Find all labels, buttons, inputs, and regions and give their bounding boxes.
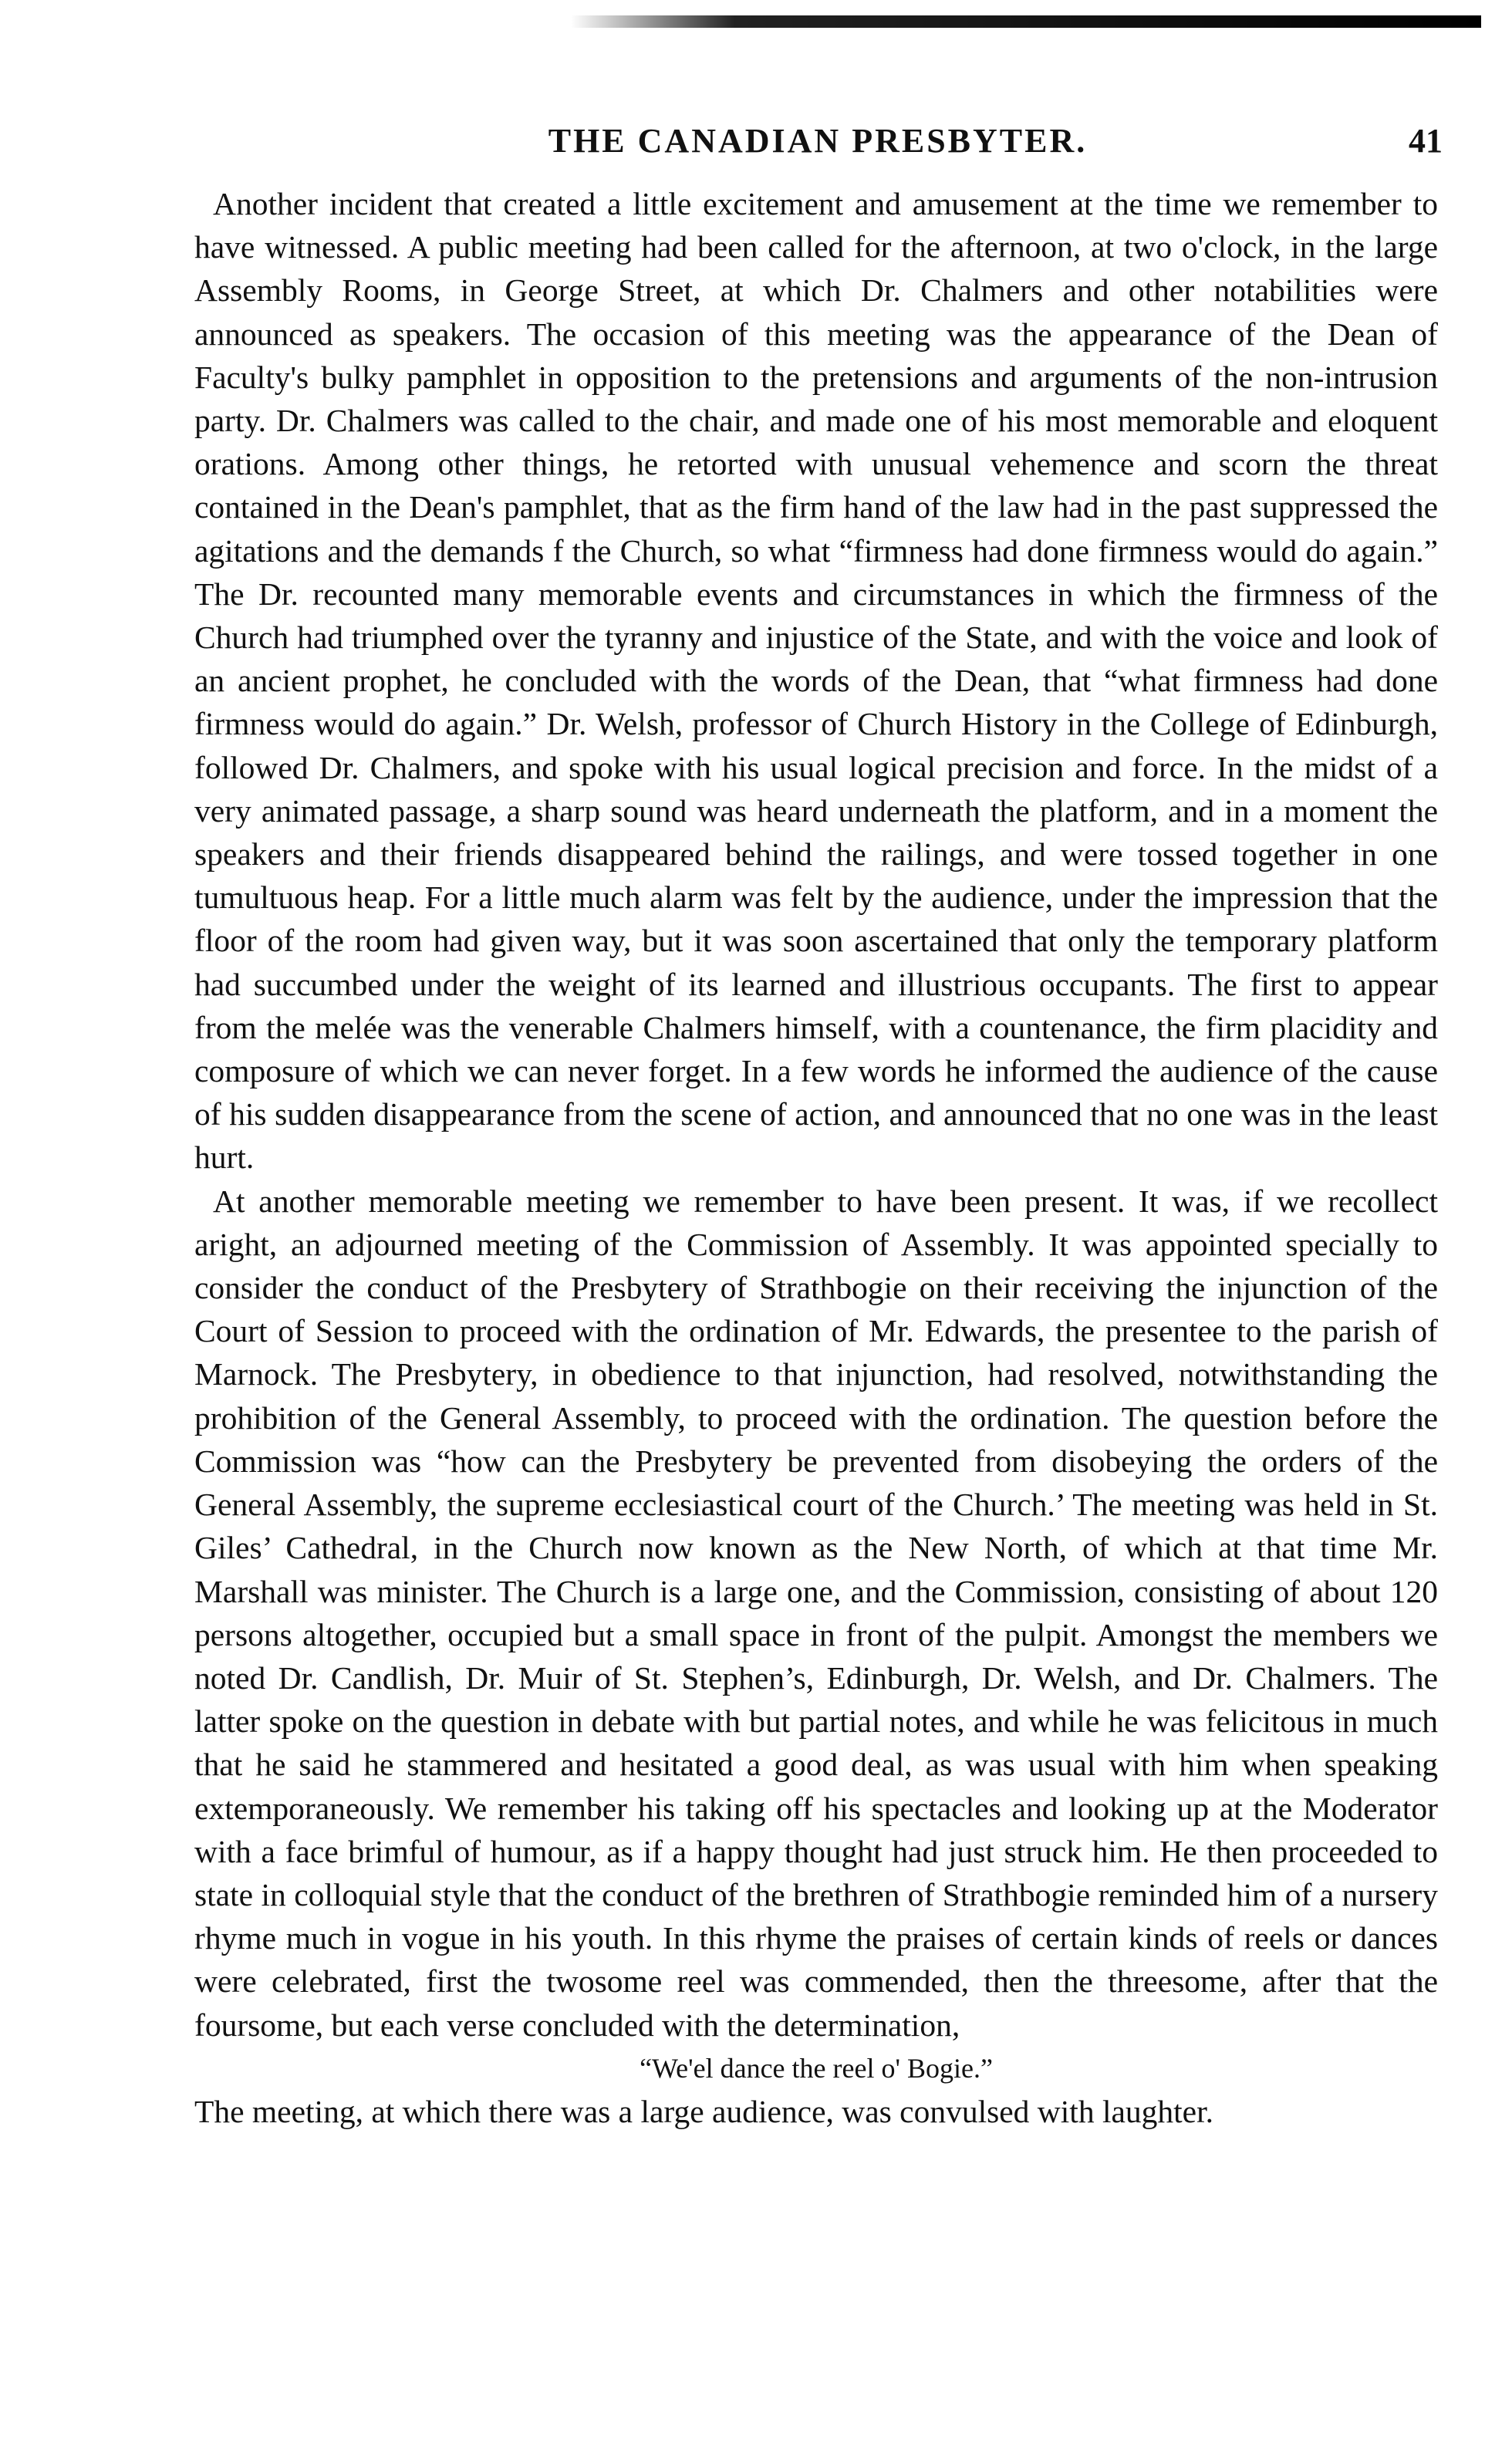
closing-paragraph: The meeting, at which there was a large audience, was convulsed with laughter. [194, 2093, 1214, 2129]
paragraph: At another memorable meeting we remember to have been present. It was, if we recollect aright, an adjourned meeting of the Commission of Assembly. It was appointed specially to consider the conduct of the Presbytery of Strathbogie on their receiving the injunction of the Court of Session to proceed with the ordination of Mr. Edwards, the presentee to the parish of Marnock. The Presbytery, in obedience to that injunction, had resolved, notwithstanding the prohibition of the General Assembly, to proceed with the ordination. The question before the Commission was “how can the Presbytery be prevented from disobeying the orders of the General Assembly, the supreme ecclesiastical court of the Church.’ The meeting was held in St. Giles’ Cathedral, in the Church now known as the New North, of which at that time Mr. Marshall was minister. The Church is a large one, and the Commission, consisting of about 120 persons altogether, occupied but a small space in front of the pulpit. Amongst the members we noted Dr. Candlish, Dr. Muir of St. Stephen’s, Edinburgh, Dr. Welsh, and Dr. Chalmers. The latter spoke on the question in debate with but partial notes, and while he was felicitous in much that he said he stammered and hesitated a good deal, as was usual with him when speaking extemporaneously. We remember his taking off his spectacles and looking up at the Moderator with a face brimful of humour, as if a happy thought had just struck him. He then proceeded to state in colloquial style that the conduct of the brethren of Strathbogie reminded him of a nursery rhyme much in vogue in his youth. In this rhyme the praises of certain kinds of reels or dances were celebrated, first the twosome reel was commended, then the threesome, after that the foursome, but each verse concluded with the determination, [194, 1183, 1438, 2043]
body-text [194, 182, 1438, 2133]
top-rule [571, 15, 1481, 28]
running-head [193, 117, 1443, 164]
running-title: THE CANADIAN PRESBYTER. [548, 121, 1088, 160]
page-number: 41 [1409, 121, 1443, 160]
verse-quote: “We'el dance the reel o' Bogie.” [640, 2052, 993, 2084]
paragraph: Another incident that created a little excitement and amusement at the time we remember to have witnessed. A public meeting had been called for the afternoon, at two o'clock, in the large Assembly Rooms, in George Street, at which Dr. Chalmers and other notabilities were announced as speakers. The occasion of this meeting was the appearance of the Dean of Faculty's bulky pamphlet in opposition to the pretensions and arguments of the non-intrusion party. Dr. Chalmers was called to the chair, and made one of his most memorable and eloquent orations. Among other things, he retorted with unusual vehemence and scorn the threat contained in the Dean's pamphlet, that as the firm hand of the law had in the past suppressed the agitations and the demands f the Church, so what “firmness had done firmness would do again.” The Dr. recounted many memorable events and circumstances in which the firmness of the Church had triumphed over the tyranny and injustice of the State, and with the voice and look of an ancient prophet, he concluded with the words of the Dean, that “what firmness had done firmness would do again.” Dr. Welsh, professor of Church History in the College of Edinburgh, followed Dr. Chalmers, and spoke with his usual logical precision and force. In the midst of a very animated passage, a sharp sound was heard underneath the platform, and in a moment the speakers and their friends disappeared behind the railings, and were tossed together in one tumultuous heap. For a little much alarm was felt by the audience, under the impression that the floor of the room had given way, but it was soon ascertained that only the temporary platform had succumbed under the weight of its learned and illustrious occupants. The first to appear from the melée was the venerable Chalmers himself, with a countenance, the firm placidity and composure of which we can never forget. In a few words he informed the audience of the cause of his sudden disappearance from the scene of action, and announced that no one was in the least hurt. [194, 186, 1438, 1176]
